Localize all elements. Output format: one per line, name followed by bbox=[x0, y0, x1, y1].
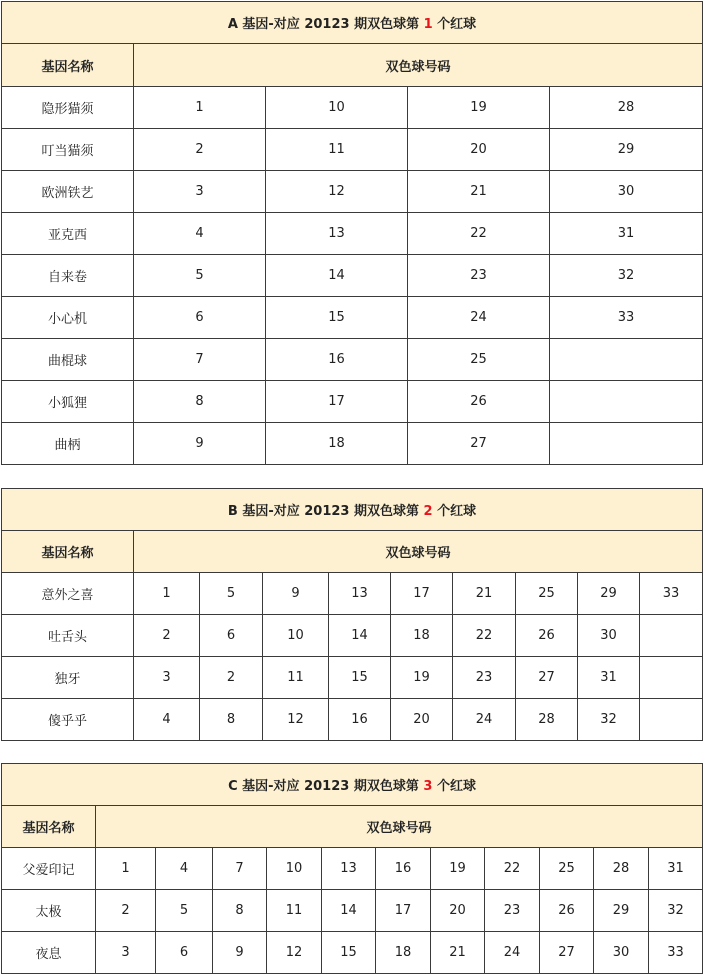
title-prefix: A 基因-对应 20123 期双色球第 bbox=[227, 17, 424, 32]
number-cell bbox=[640, 657, 703, 699]
number-cell: 25 bbox=[540, 848, 594, 890]
table-row bbox=[2, 129, 703, 171]
number-cell: 32 bbox=[649, 890, 703, 932]
gene-name-cell: 小心机 bbox=[2, 297, 134, 339]
number-cell bbox=[640, 699, 703, 741]
number-cell: 16 bbox=[376, 848, 431, 890]
number-cell: 14 bbox=[266, 255, 408, 297]
number-cell: 8 bbox=[134, 381, 266, 423]
number-cell: 29 bbox=[594, 890, 649, 932]
table-row bbox=[2, 213, 703, 255]
number-cell: 29 bbox=[578, 573, 640, 615]
number-cell: 31 bbox=[649, 848, 703, 890]
title-highlight-number: 1 bbox=[423, 17, 433, 32]
number-cell: 2 bbox=[96, 890, 156, 932]
number-cell: 22 bbox=[485, 848, 540, 890]
number-cell: 31 bbox=[550, 213, 703, 255]
table-row bbox=[2, 255, 703, 297]
gene-name-cell: 父爱印记 bbox=[2, 848, 96, 890]
number-cell: 13 bbox=[266, 213, 408, 255]
number-cell: 6 bbox=[200, 615, 263, 657]
number-cell: 3 bbox=[134, 657, 200, 699]
number-cell: 10 bbox=[263, 615, 329, 657]
number-cell: 18 bbox=[391, 615, 453, 657]
number-cell: 25 bbox=[408, 339, 550, 381]
table-row bbox=[2, 890, 703, 932]
gene-name-cell: 叮当猫须 bbox=[2, 129, 134, 171]
number-cell: 23 bbox=[408, 255, 550, 297]
number-cell: 17 bbox=[376, 890, 431, 932]
number-cell: 16 bbox=[266, 339, 408, 381]
number-cell: 4 bbox=[134, 699, 200, 741]
number-cell: 5 bbox=[156, 890, 213, 932]
number-cell: 28 bbox=[550, 87, 703, 129]
number-cell: 1 bbox=[96, 848, 156, 890]
table-title-row bbox=[2, 489, 703, 531]
title-highlight-number: 3 bbox=[423, 779, 433, 794]
header-row bbox=[2, 531, 703, 573]
number-cell: 11 bbox=[266, 129, 408, 171]
title-highlight-number: 2 bbox=[423, 504, 433, 519]
number-cell: 17 bbox=[266, 381, 408, 423]
number-cell: 27 bbox=[516, 657, 578, 699]
table-body bbox=[2, 87, 703, 465]
number-cell: 12 bbox=[266, 171, 408, 213]
gene-name-cell: 隐形猫须 bbox=[2, 87, 134, 129]
table-row bbox=[2, 615, 703, 657]
number-cell: 15 bbox=[322, 932, 376, 974]
gene-name-cell: 曲棍球 bbox=[2, 339, 134, 381]
number-cell bbox=[550, 339, 703, 381]
number-cell: 1 bbox=[134, 573, 200, 615]
table-row bbox=[2, 573, 703, 615]
number-cell: 14 bbox=[322, 890, 376, 932]
header-numbers: 双色球号码 bbox=[134, 531, 703, 573]
number-cell: 5 bbox=[134, 255, 266, 297]
table-title-row bbox=[2, 2, 703, 44]
header-numbers: 双色球号码 bbox=[134, 44, 703, 87]
number-cell: 1 bbox=[134, 87, 266, 129]
number-cell: 21 bbox=[431, 932, 485, 974]
header-gene-name: 基因名称 bbox=[2, 531, 134, 573]
number-cell: 20 bbox=[408, 129, 550, 171]
number-cell: 23 bbox=[485, 890, 540, 932]
number-cell bbox=[550, 423, 703, 465]
table-row bbox=[2, 932, 703, 974]
number-cell: 9 bbox=[263, 573, 329, 615]
number-cell: 21 bbox=[408, 171, 550, 213]
number-cell: 27 bbox=[540, 932, 594, 974]
number-cell: 22 bbox=[453, 615, 516, 657]
number-cell: 2 bbox=[134, 615, 200, 657]
table-body bbox=[2, 848, 703, 974]
number-cell: 13 bbox=[322, 848, 376, 890]
table-row bbox=[2, 87, 703, 129]
number-cell: 12 bbox=[267, 932, 322, 974]
number-cell: 4 bbox=[156, 848, 213, 890]
number-cell: 26 bbox=[540, 890, 594, 932]
number-cell: 24 bbox=[408, 297, 550, 339]
table-row bbox=[2, 171, 703, 213]
table-row bbox=[2, 297, 703, 339]
number-cell: 9 bbox=[213, 932, 267, 974]
number-cell: 24 bbox=[453, 699, 516, 741]
gene-table-c bbox=[1, 763, 703, 974]
number-cell: 21 bbox=[453, 573, 516, 615]
table-row bbox=[2, 381, 703, 423]
table-row bbox=[2, 339, 703, 381]
number-cell: 31 bbox=[578, 657, 640, 699]
number-cell: 14 bbox=[329, 615, 391, 657]
number-cell: 5 bbox=[200, 573, 263, 615]
gene-table-b bbox=[1, 488, 703, 741]
number-cell: 30 bbox=[594, 932, 649, 974]
number-cell: 8 bbox=[200, 699, 263, 741]
number-cell: 6 bbox=[134, 297, 266, 339]
header-gene-name: 基因名称 bbox=[2, 806, 96, 848]
number-cell: 4 bbox=[134, 213, 266, 255]
number-cell: 7 bbox=[213, 848, 267, 890]
number-cell: 18 bbox=[376, 932, 431, 974]
number-cell: 28 bbox=[516, 699, 578, 741]
gene-name-cell: 亚克西 bbox=[2, 213, 134, 255]
number-cell: 32 bbox=[550, 255, 703, 297]
number-cell: 27 bbox=[408, 423, 550, 465]
gene-name-cell: 意外之喜 bbox=[2, 573, 134, 615]
table-row bbox=[2, 699, 703, 741]
number-cell: 19 bbox=[391, 657, 453, 699]
gene-name-cell: 自来卷 bbox=[2, 255, 134, 297]
number-cell: 12 bbox=[263, 699, 329, 741]
header-numbers: 双色球号码 bbox=[96, 806, 703, 848]
number-cell: 3 bbox=[96, 932, 156, 974]
gene-name-cell: 傻乎乎 bbox=[2, 699, 134, 741]
number-cell: 29 bbox=[550, 129, 703, 171]
table-row bbox=[2, 848, 703, 890]
gene-name-cell: 小狐狸 bbox=[2, 381, 134, 423]
title-prefix: B 基因-对应 20123 期双色球第 bbox=[227, 504, 424, 519]
number-cell: 3 bbox=[134, 171, 266, 213]
number-cell: 30 bbox=[578, 615, 640, 657]
number-cell: 10 bbox=[267, 848, 322, 890]
table-title bbox=[2, 2, 703, 44]
table-body bbox=[2, 573, 703, 741]
title-prefix: C 基因-对应 20123 期双色球第 bbox=[228, 779, 424, 794]
gene-name-cell: 太极 bbox=[2, 890, 96, 932]
number-cell: 33 bbox=[649, 932, 703, 974]
header-row bbox=[2, 44, 703, 87]
number-cell: 24 bbox=[485, 932, 540, 974]
number-cell: 13 bbox=[329, 573, 391, 615]
number-cell: 16 bbox=[329, 699, 391, 741]
number-cell: 26 bbox=[408, 381, 550, 423]
title-suffix: 个红球 bbox=[432, 779, 476, 794]
number-cell: 20 bbox=[391, 699, 453, 741]
gene-name-cell: 吐舌头 bbox=[2, 615, 134, 657]
number-cell: 19 bbox=[431, 848, 485, 890]
number-cell: 17 bbox=[391, 573, 453, 615]
header-row bbox=[2, 806, 703, 848]
number-cell: 7 bbox=[134, 339, 266, 381]
number-cell: 2 bbox=[200, 657, 263, 699]
table-row bbox=[2, 657, 703, 699]
table-title bbox=[2, 764, 703, 806]
number-cell: 28 bbox=[594, 848, 649, 890]
number-cell: 33 bbox=[550, 297, 703, 339]
number-cell: 26 bbox=[516, 615, 578, 657]
number-cell: 23 bbox=[453, 657, 516, 699]
number-cell: 2 bbox=[134, 129, 266, 171]
number-cell: 33 bbox=[640, 573, 703, 615]
number-cell: 11 bbox=[267, 890, 322, 932]
number-cell: 6 bbox=[156, 932, 213, 974]
title-suffix: 个红球 bbox=[432, 17, 477, 32]
header-gene-name: 基因名称 bbox=[2, 44, 134, 87]
number-cell: 15 bbox=[329, 657, 391, 699]
gene-name-cell: 夜息 bbox=[2, 932, 96, 974]
table-row bbox=[2, 423, 703, 465]
gene-table-a bbox=[1, 1, 703, 465]
gene-name-cell: 曲柄 bbox=[2, 423, 134, 465]
gene-name-cell: 独牙 bbox=[2, 657, 134, 699]
gene-name-cell: 欧洲铁艺 bbox=[2, 171, 134, 213]
number-cell: 25 bbox=[516, 573, 578, 615]
number-cell: 9 bbox=[134, 423, 266, 465]
number-cell bbox=[640, 615, 703, 657]
number-cell bbox=[550, 381, 703, 423]
number-cell: 20 bbox=[431, 890, 485, 932]
title-suffix: 个红球 bbox=[432, 504, 477, 519]
number-cell: 10 bbox=[266, 87, 408, 129]
number-cell: 11 bbox=[263, 657, 329, 699]
number-cell: 19 bbox=[408, 87, 550, 129]
number-cell: 18 bbox=[266, 423, 408, 465]
number-cell: 8 bbox=[213, 890, 267, 932]
table-title bbox=[2, 489, 703, 531]
table-title-row bbox=[2, 764, 703, 806]
number-cell: 30 bbox=[550, 171, 703, 213]
number-cell: 32 bbox=[578, 699, 640, 741]
number-cell: 15 bbox=[266, 297, 408, 339]
number-cell: 22 bbox=[408, 213, 550, 255]
